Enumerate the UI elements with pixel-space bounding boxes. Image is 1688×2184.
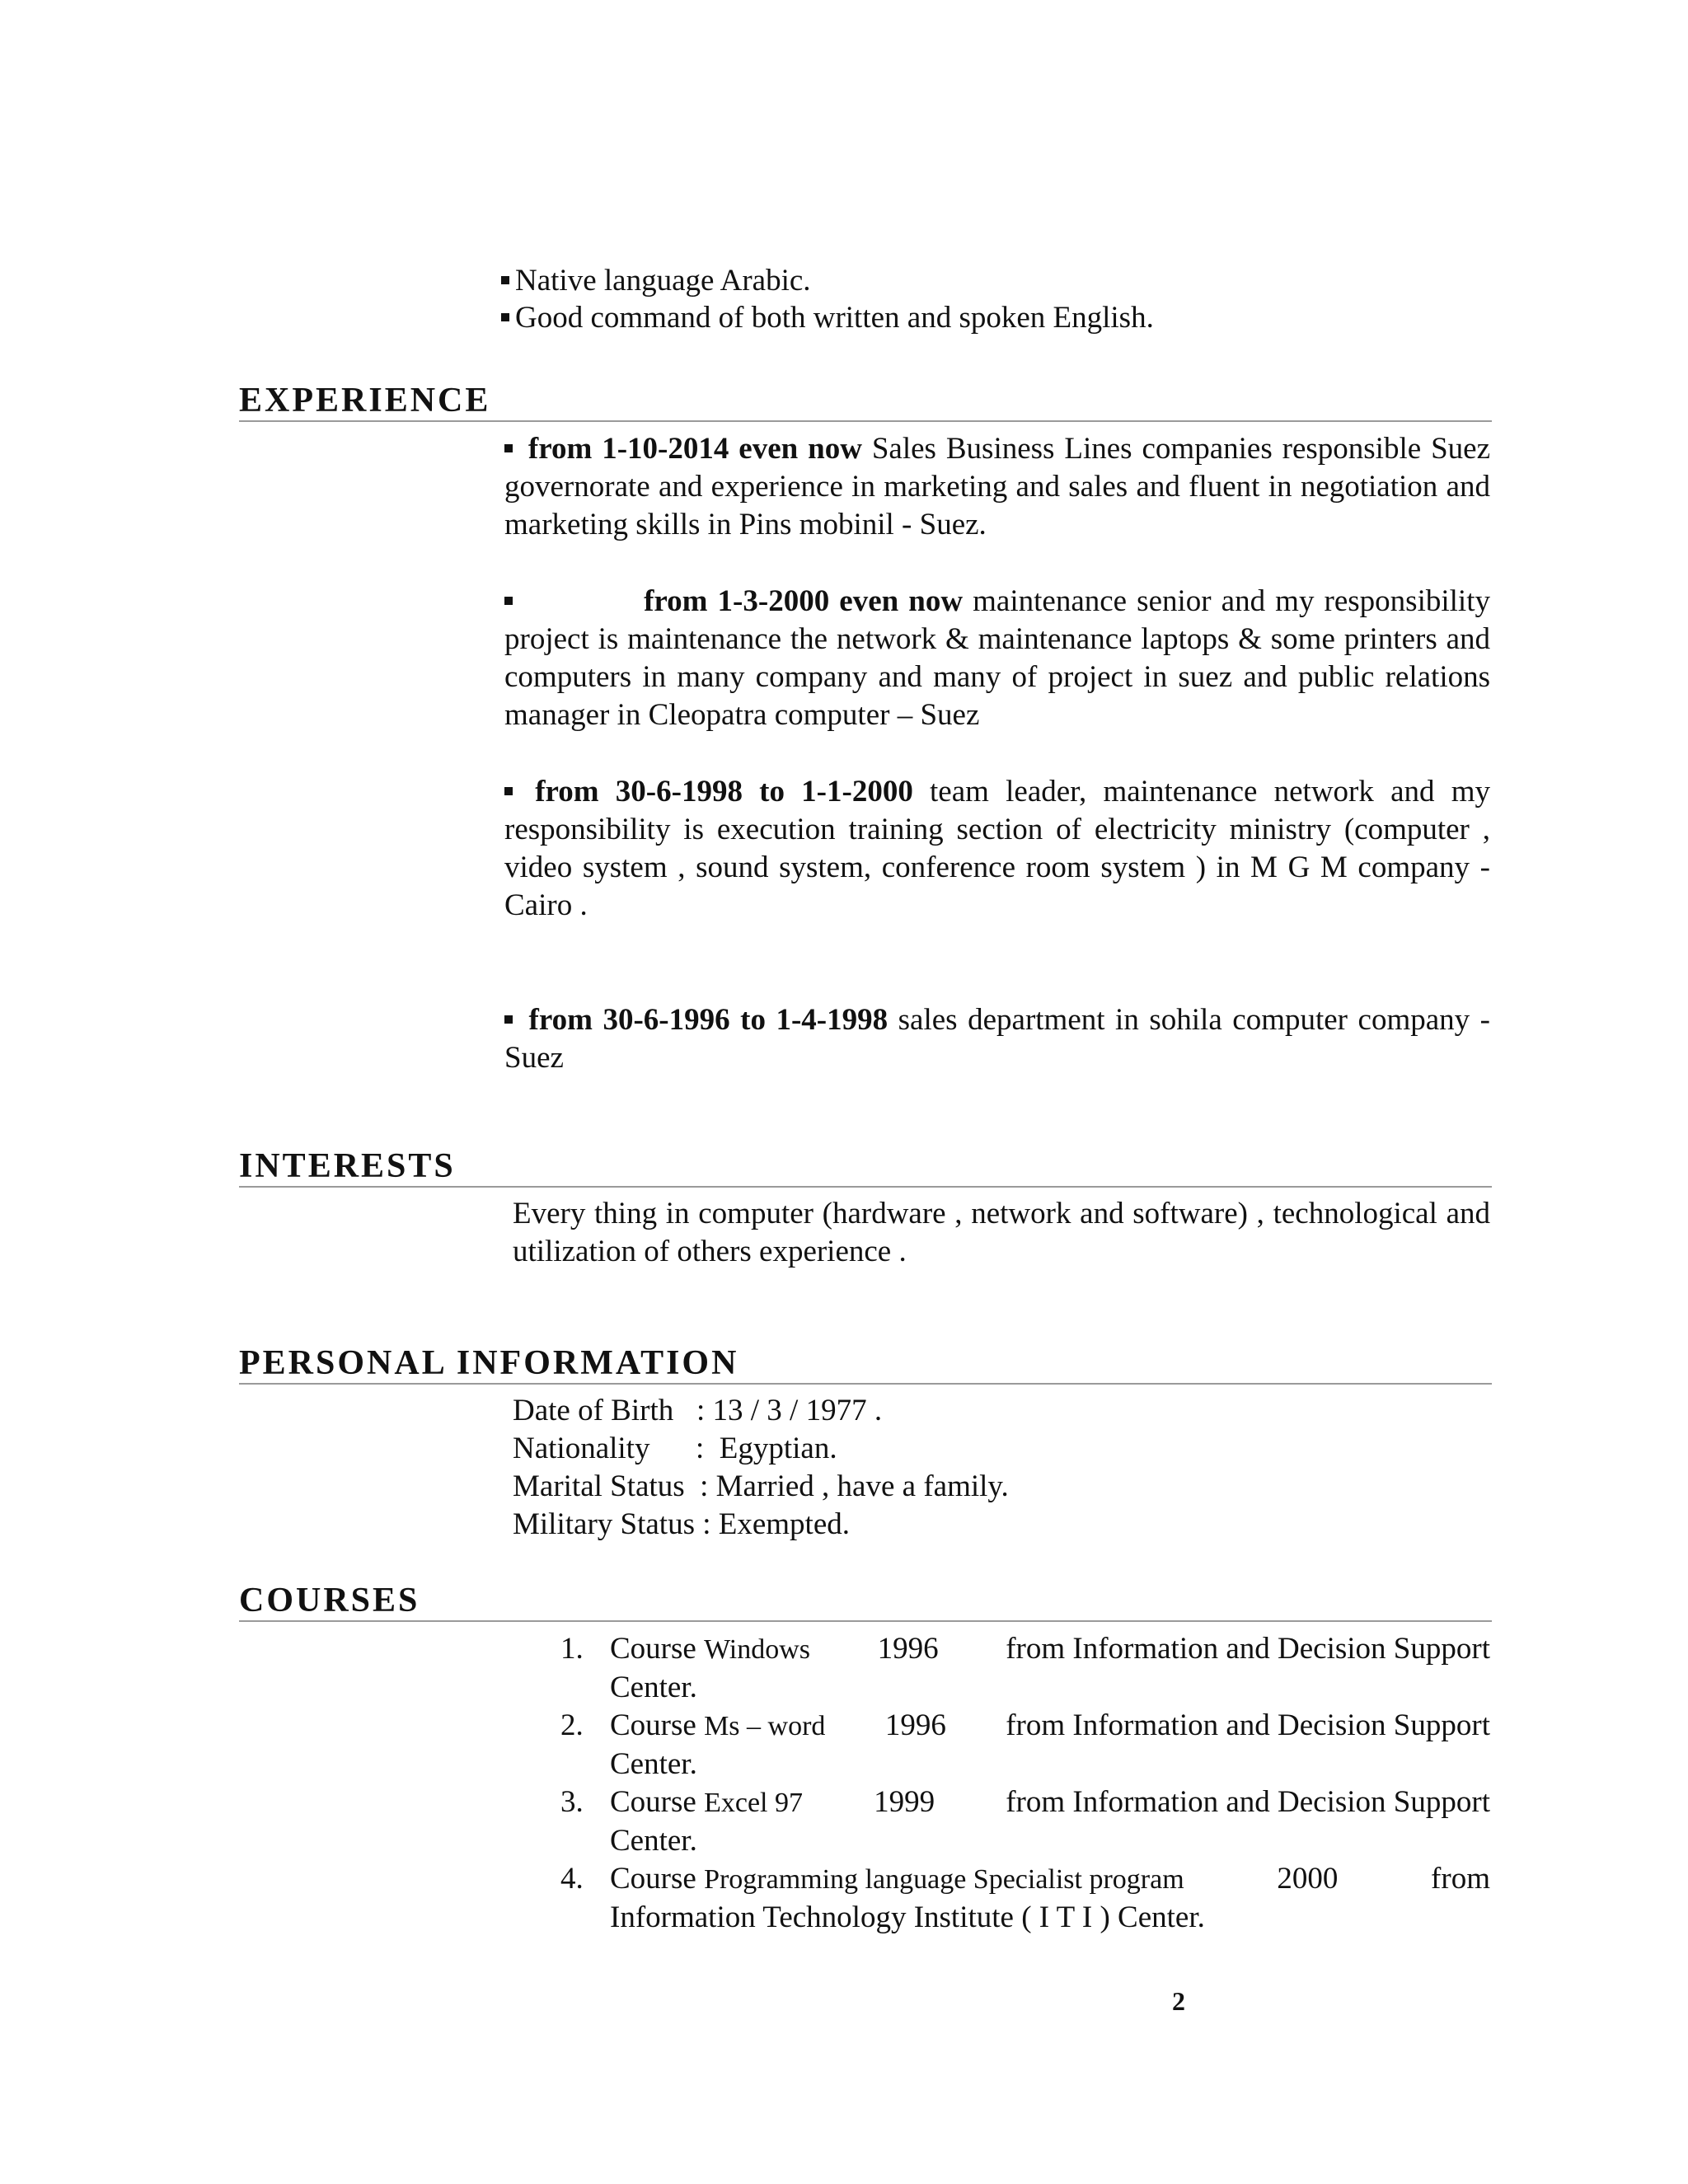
interests-text: Every thing in computer (hardware , network and software) , technological and utilization of others experience . (513, 1197, 1490, 1268)
square-bullet-icon (501, 276, 509, 284)
personal-info-line: Date of Birth : 13 / 3 / 1977 . (513, 1394, 883, 1427)
experience-period: from 30-6-1996 to 1-4-1998 (528, 1003, 889, 1037)
experience-text: team leader, maintenance network and my responsibility is execution training section of electricity ministry (computer , video system , sound system, conference room system ) in M G M company - Cairo . (504, 775, 1490, 922)
course-item: 2. Course Ms – word 1996 from Information and Decision Support Center. (560, 1707, 1490, 1783)
course-name: Ms – word (704, 1711, 826, 1741)
experience-text: sales department in sohila computer company - Suez (504, 1003, 1491, 1075)
course-source-cont: Center. (610, 1747, 697, 1781)
course-year: 1999 (874, 1785, 935, 1819)
course-number: 2. (560, 1708, 584, 1742)
course-source: from Information and Decision Support (1006, 1785, 1490, 1819)
experience-heading: EXPERIENCE (239, 382, 1492, 422)
experience-period: from 1-10-2014 even now (528, 432, 862, 466)
languages-list (501, 262, 1490, 336)
course-number: 4. (560, 1862, 584, 1896)
experience-entry (504, 430, 1490, 544)
experience-text: maintenance senior and my responsibility project is maintenance the network & maintenance laptops & some printers and computers in many company and many of project in suez and public relations manager in Cleopatra computer – Suez (504, 584, 1490, 732)
square-bullet-icon (501, 313, 509, 321)
course-year: 1996 (884, 1708, 946, 1742)
course-number: 1. (560, 1632, 584, 1666)
language-item: Native language Arabic. (501, 262, 1490, 299)
course-name: Programming language Specialist program (704, 1864, 1184, 1895)
square-bullet-icon (504, 444, 513, 452)
square-bullet-icon (504, 597, 513, 605)
course-source: from Information and Decision Support (1006, 1632, 1490, 1666)
experience-entry (504, 773, 1490, 925)
course-source: from Information and Decision Support (1006, 1708, 1490, 1742)
course-year: 1996 (877, 1632, 939, 1666)
course-item: 3. Course Excel 97 1999 from Information and Decision Support Center. (560, 1783, 1490, 1860)
square-bullet-icon (504, 787, 513, 795)
courses-list (560, 1630, 1490, 1937)
language-item: Good command of both written and spoken English. (501, 299, 1490, 336)
experience-text: Sales Business Lines companies responsible Suez governorate and experience in marketing and sales and fluent in negotiation and marketing skills in Pins mobinil - Suez. (504, 432, 1490, 541)
course-source: from (1431, 1862, 1490, 1896)
interests-heading: INTERESTS (239, 1148, 1492, 1188)
experience-period: from 1-3-2000 even now (644, 584, 964, 618)
experience-period: from 30-6-1998 to 1-1-2000 (535, 775, 913, 808)
course-source-cont: Center. (610, 1671, 697, 1704)
course-source-cont: Information Technology Institute ( I T I ) Center. (610, 1900, 1205, 1934)
course-item: 1. Course Windows 1996 from Information and Decision Support Center. (560, 1630, 1490, 1707)
personal-info-line: Military Status : Exempted. (513, 1507, 851, 1541)
personal-info-line: Marital Status : Married , have a family. (513, 1469, 1009, 1503)
experience-entry (504, 583, 1490, 734)
course-item: 4. Course Programming language Specialist program 2000 from Information Technology Institute ( I T I ) Center. (560, 1860, 1490, 1937)
courses-heading: COURSES (239, 1582, 1492, 1622)
course-name: Windows (704, 1634, 811, 1665)
experience-entry (504, 1001, 1490, 1077)
square-bullet-icon (504, 1015, 513, 1024)
personal-information-heading: PERSONAL INFORMATION (239, 1345, 1492, 1385)
course-name: Excel 97 (704, 1788, 803, 1818)
page-number: 2 (1172, 1986, 1185, 2016)
course-number: 3. (560, 1785, 584, 1819)
course-year: 2000 (1277, 1862, 1339, 1896)
course-source-cont: Center. (610, 1824, 697, 1858)
personal-info-line: Nationality : Egyptian. (513, 1432, 837, 1465)
